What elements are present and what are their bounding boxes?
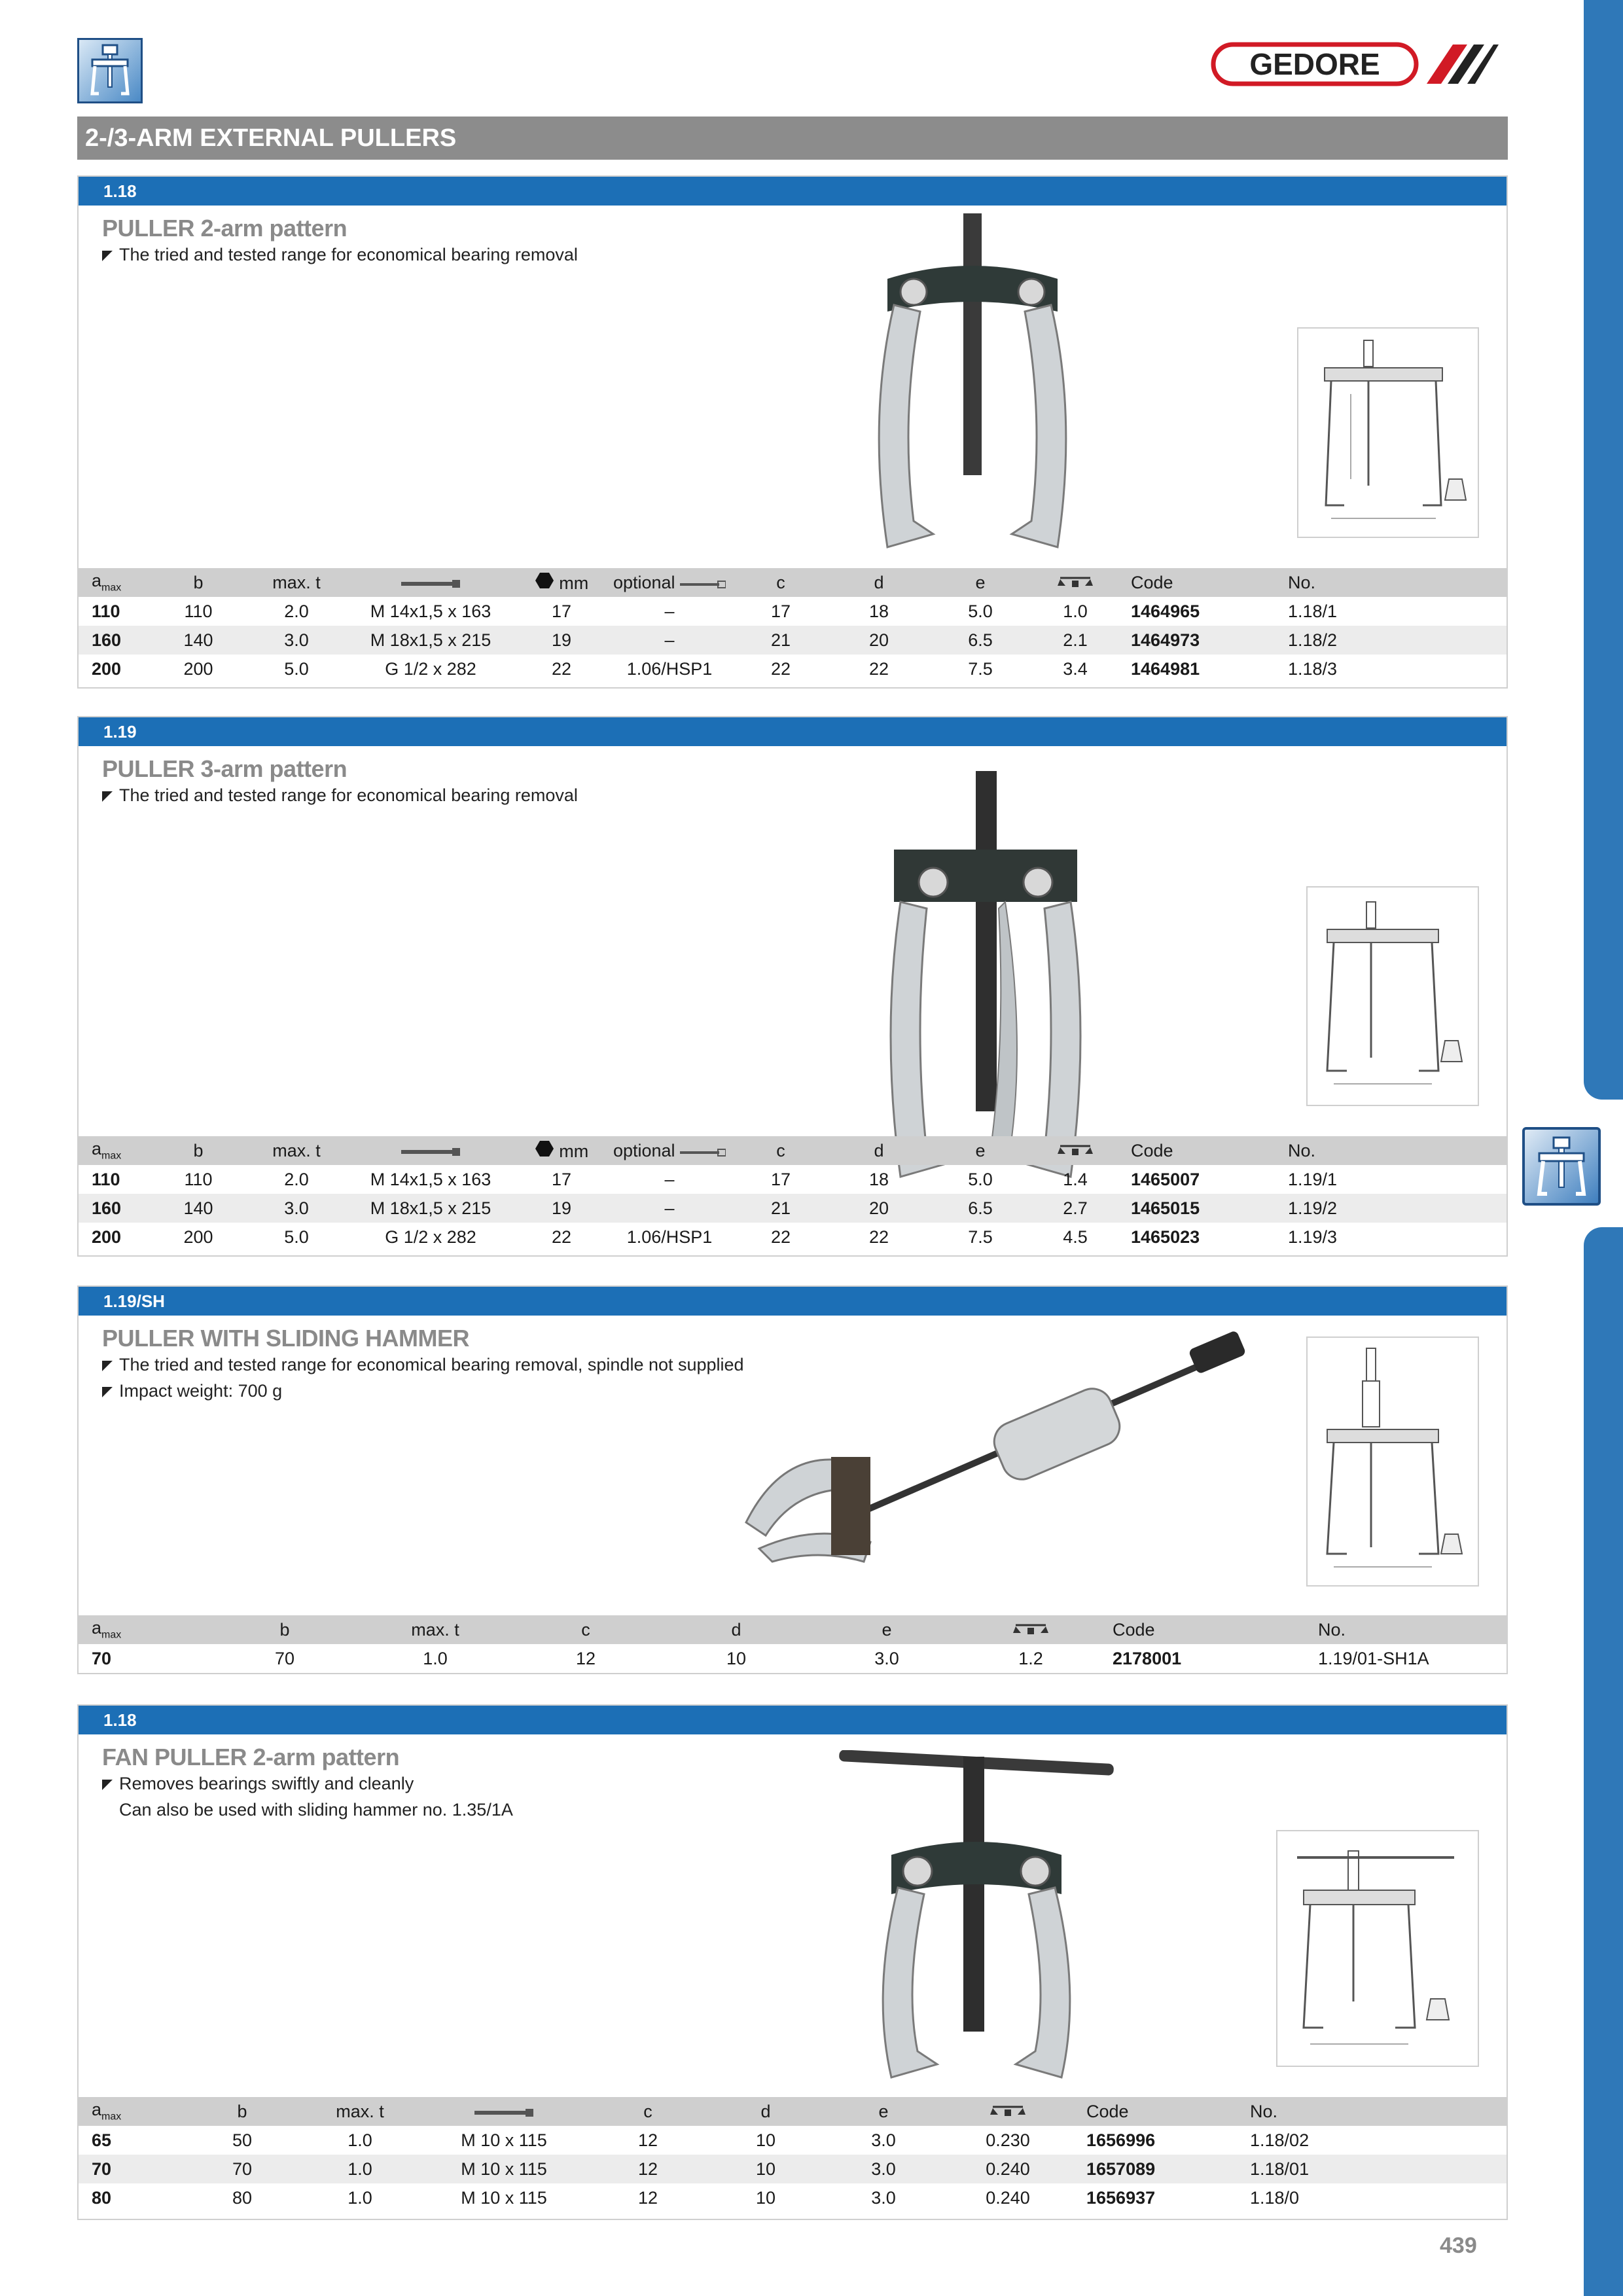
section-number: 1.19/SH [79, 1287, 1507, 1316]
table-cell: 18 [868, 1169, 889, 1189]
section-number: 1.18 [79, 1706, 1507, 1734]
col-e: e [825, 2097, 942, 2126]
table-cell: 1464965 [1131, 601, 1200, 621]
spec-table [79, 2097, 1507, 2212]
table-cell: 80 [232, 2187, 253, 2208]
table-cell: 110 [92, 1169, 120, 1189]
table-cell: 2.0 [284, 601, 309, 621]
table-cell: 1.18/3 [1288, 658, 1338, 679]
table-cell: 5.0 [968, 601, 993, 621]
section-puller-2-arm [77, 175, 1508, 689]
col-max-t: max. t [360, 1615, 510, 1644]
table-cell: 1.06/HSP1 [626, 658, 713, 679]
table-cell: 22 [551, 1227, 572, 1247]
bullet-item: Impact weight: 700 g [102, 1381, 282, 1401]
section-title: PULLER 2-arm pattern [102, 215, 348, 242]
bullet-arrow-icon [102, 1387, 113, 1397]
section-title: FAN PULLER 2-arm pattern [102, 1744, 400, 1770]
table-header [79, 2097, 1507, 2126]
section-title: PULLER WITH SLIDING HAMMER [102, 1325, 469, 1352]
table-cell: 110 [92, 601, 120, 621]
table-cell: 65 [92, 2130, 112, 2150]
table-cell: 70 [79, 2155, 183, 2183]
table-cell: 17 [770, 1169, 791, 1189]
optional-tip-icon [680, 581, 726, 588]
col-no: No. [1305, 1615, 1507, 1644]
table-header [79, 568, 1507, 597]
section-fan-puller [77, 1704, 1508, 2220]
table-cell: 1465007 [1131, 1169, 1200, 1189]
table-cell: 6.5 [928, 1194, 1033, 1223]
col-d: d [830, 568, 928, 597]
table-cell: M 10 x 115 [461, 2130, 547, 2150]
col-hex-mm: mm [516, 1136, 607, 1165]
table-row [79, 2126, 1507, 2155]
table-row [79, 1644, 1507, 1673]
table-cell: 22 [868, 1227, 889, 1247]
table-cell: 3.4 [1063, 658, 1088, 679]
col-d: d [661, 1615, 812, 1644]
table-cell: 21 [732, 626, 830, 655]
spindle-icon [346, 568, 516, 597]
spec-table [79, 1615, 1507, 1673]
col-no: No. [1237, 2097, 1507, 2126]
table-cell: 1.18/0 [1250, 2187, 1300, 2208]
table-cell: 20 [830, 1194, 928, 1223]
table-cell: 1.19/2 [1275, 1194, 1507, 1223]
scale-weight-icon [962, 1615, 1099, 1644]
table-cell: 3.0 [871, 2130, 896, 2150]
bullet-arrow-icon [102, 1361, 113, 1371]
col-no: No. [1275, 568, 1507, 597]
col-c: c [732, 568, 830, 597]
table-cell: 1657089 [1073, 2155, 1237, 2183]
table-cell: 21 [732, 1194, 830, 1223]
col-optional: optional [607, 568, 732, 597]
side-bar-bottom [1584, 1227, 1623, 2296]
col-c: c [732, 1136, 830, 1165]
svg-text:GEDORE: GEDORE [1249, 47, 1380, 81]
table-cell: – [664, 601, 675, 621]
col-c: c [510, 1615, 661, 1644]
hex-wrench-icon [535, 572, 554, 589]
table-cell: G 1/2 x 282 [385, 1227, 476, 1247]
table-cell: 1656937 [1086, 2187, 1156, 2208]
table-cell: – [664, 1169, 675, 1189]
spindle-icon [346, 1136, 516, 1165]
side-bar-top [1584, 0, 1623, 1100]
table-cell: 200 [183, 1227, 213, 1247]
table-cell: 200 [92, 1227, 122, 1247]
table-cell: 1.18/02 [1250, 2130, 1310, 2150]
table-cell: 1.4 [1063, 1169, 1088, 1189]
section-number: 1.19 [79, 717, 1507, 746]
table-cell: 3.0 [247, 626, 346, 655]
table-cell: 7.5 [968, 1227, 993, 1247]
bullet-arrow-icon [102, 1780, 113, 1790]
table-cell: 2.7 [1033, 1194, 1118, 1223]
bullet-item: The tried and tested range for economical bearing removal [102, 785, 578, 806]
table-cell: 4.5 [1063, 1227, 1088, 1247]
table-row [79, 597, 1507, 626]
table-cell: 1465015 [1118, 1194, 1275, 1223]
table-cell: 160 [79, 626, 149, 655]
table-cell: 2.1 [1033, 626, 1118, 655]
table-cell: 0.230 [986, 2130, 1030, 2150]
table-cell: 19 [516, 626, 607, 655]
col-code: Code [1099, 1615, 1305, 1644]
puller-category-icon [77, 38, 143, 103]
bullet-arrow-icon [102, 251, 113, 261]
col-a-max: $a_{max}$ [79, 1136, 149, 1165]
table-cell: 1.0 [348, 2187, 372, 2208]
table-cell: 22 [551, 658, 572, 679]
table-cell: 10 [755, 2187, 776, 2208]
table-cell: 1.19/1 [1288, 1169, 1338, 1189]
table-cell: 2.0 [284, 1169, 309, 1189]
col-d: d [707, 2097, 825, 2126]
table-cell: 7.5 [968, 658, 993, 679]
table-cell: 70 [183, 2155, 301, 2183]
table-cell: 0.240 [986, 2187, 1030, 2208]
table-cell: 200 [183, 658, 213, 679]
table-header [79, 1136, 1507, 1165]
table-cell: 12 [589, 2155, 707, 2183]
table-cell: 3.0 [874, 1648, 899, 1668]
table-cell: 1.19/3 [1288, 1227, 1338, 1247]
table-cell: 1.18/1 [1288, 601, 1338, 621]
table-cell: 3.0 [825, 2155, 942, 2183]
table-row [79, 2183, 1507, 2212]
table-cell: 10 [755, 2130, 776, 2150]
table-cell: 12 [575, 1648, 596, 1668]
table-cell: M 18x1,5 x 215 [346, 626, 516, 655]
table-cell: 1.0 [348, 2130, 372, 2150]
table-cell: 110 [184, 1169, 213, 1189]
spindle-icon [419, 2097, 589, 2126]
table-cell: 5.0 [968, 1169, 993, 1189]
col-max-t: max. t [247, 568, 346, 597]
col-d: d [830, 1136, 928, 1165]
table-cell: M 10 x 115 [419, 2155, 589, 2183]
col-a-max: $a_{max}$ [79, 1615, 209, 1644]
table-cell: 10 [726, 1648, 747, 1668]
table-cell: 1.06/HSP1 [626, 1227, 713, 1247]
product-photo [874, 771, 1097, 1190]
col-a-max: $a_{max}$ [79, 2097, 183, 2126]
table-header [79, 1615, 1507, 1644]
col-max-t: max. t [247, 1136, 346, 1165]
table-cell: 12 [637, 2130, 658, 2150]
table-cell: 20 [830, 626, 928, 655]
table-cell: 5.0 [284, 1227, 309, 1247]
table-cell: 1.0 [1063, 601, 1088, 621]
scale-weight-icon [1033, 1136, 1118, 1165]
table-cell: 1465023 [1131, 1227, 1200, 1247]
table-row [79, 1165, 1507, 1194]
table-cell: 3.0 [247, 1194, 346, 1223]
table-cell: 17 [551, 601, 572, 621]
spec-table [79, 568, 1507, 683]
dimension-drawing [1306, 886, 1479, 1106]
table-cell: 19 [516, 1194, 607, 1223]
table-cell: 1464981 [1131, 658, 1200, 679]
col-b: b [149, 568, 247, 597]
col-code: Code [1118, 1136, 1275, 1165]
col-code: Code [1118, 568, 1275, 597]
col-max-t: max. t [301, 2097, 419, 2126]
table-cell: 2178001 [1113, 1648, 1182, 1668]
table-row [79, 655, 1507, 683]
table-cell: – [607, 626, 732, 655]
bullet-item: Can also be used with sliding hammer no. 1.35/1A [119, 1800, 513, 1820]
col-b: b [183, 2097, 301, 2126]
col-b: b [149, 1136, 247, 1165]
dimension-drawing [1297, 327, 1479, 538]
section-puller-3-arm [77, 716, 1508, 1257]
table-cell: 200 [92, 658, 122, 679]
table-cell: G 1/2 x 282 [385, 658, 476, 679]
table-row [79, 1223, 1507, 1251]
hex-wrench-icon [535, 1140, 554, 1157]
dimension-drawing [1306, 1336, 1479, 1587]
table-row [79, 1194, 1507, 1223]
puller-tab-icon[interactable] [1522, 1127, 1601, 1206]
table-cell: 1.18/2 [1275, 626, 1507, 655]
col-e: e [812, 1615, 962, 1644]
table-cell: 140 [149, 1194, 247, 1223]
col-a-max: $a_{max}$ [79, 568, 149, 597]
col-optional: optional [607, 1136, 732, 1165]
col-e: e [928, 1136, 1033, 1165]
bullet-arrow-icon [102, 791, 113, 802]
bullet-item: Removes bearings swiftly and cleanly [102, 1774, 414, 1794]
gedore-logo [1211, 41, 1499, 88]
table-cell: 70 [274, 1648, 295, 1668]
table-cell: 18 [868, 601, 889, 621]
bullet-item: The tried and tested range for economical bearing removal, spindle not supplied [102, 1355, 744, 1375]
page-number: 439 [1440, 2233, 1477, 2258]
table-cell: M 14x1,5 x 163 [370, 1169, 491, 1189]
table-cell: 1.18/01 [1237, 2155, 1507, 2183]
table-cell: 22 [770, 658, 791, 679]
col-e: e [928, 568, 1033, 597]
table-cell: 5.0 [284, 658, 309, 679]
bullet-item: The tried and tested range for economical bearing removal [102, 245, 578, 265]
table-cell: 50 [232, 2130, 253, 2150]
table-cell: M 18x1,5 x 215 [346, 1194, 516, 1223]
table-cell: 1.19/01-SH1A [1318, 1648, 1429, 1668]
optional-tip-icon [680, 1149, 726, 1157]
table-cell: 6.5 [928, 626, 1033, 655]
spec-table [79, 1136, 1507, 1251]
table-cell: M 14x1,5 x 163 [370, 601, 491, 621]
table-cell: 140 [149, 626, 247, 655]
table-cell: 17 [770, 601, 791, 621]
product-photo [839, 1750, 1114, 2090]
table-cell: 0.240 [942, 2155, 1073, 2183]
table-cell: 12 [637, 2187, 658, 2208]
table-cell: 3.0 [871, 2187, 896, 2208]
table-cell: 160 [79, 1194, 149, 1223]
col-code: Code [1073, 2097, 1237, 2126]
table-cell: 1656996 [1086, 2130, 1156, 2150]
table-cell: 70 [92, 1648, 112, 1668]
scale-weight-icon [942, 2097, 1073, 2126]
table-cell: 10 [707, 2155, 825, 2183]
table-cell: 80 [92, 2187, 112, 2208]
col-no: No. [1275, 1136, 1507, 1165]
table-cell: 110 [184, 601, 213, 621]
table-cell: – [607, 1194, 732, 1223]
table-cell: 1.0 [423, 1648, 448, 1668]
table-cell: M 10 x 115 [461, 2187, 547, 2208]
section-title: PULLER 3-arm pattern [102, 755, 348, 782]
section-number: 1.18 [79, 177, 1507, 206]
product-photo [707, 1326, 1257, 1575]
table-cell: 1464973 [1118, 626, 1275, 655]
table-cell: 17 [551, 1169, 572, 1189]
col-c: c [589, 2097, 707, 2126]
table-cell: 1.2 [1018, 1648, 1043, 1668]
col-hex-mm: mm [516, 568, 607, 597]
table-cell: 22 [868, 658, 889, 679]
table-cell: 1.0 [301, 2155, 419, 2183]
product-photo [842, 207, 1103, 573]
section-puller-sliding-hammer [77, 1285, 1508, 1674]
table-cell: 22 [770, 1227, 791, 1247]
table-row [79, 2155, 1507, 2183]
page-title: 2-/3-ARM EXTERNAL PULLERS [77, 117, 1508, 160]
scale-weight-icon [1033, 568, 1118, 597]
table-row [79, 626, 1507, 655]
col-b: b [209, 1615, 360, 1644]
dimension-drawing [1276, 1830, 1479, 2067]
